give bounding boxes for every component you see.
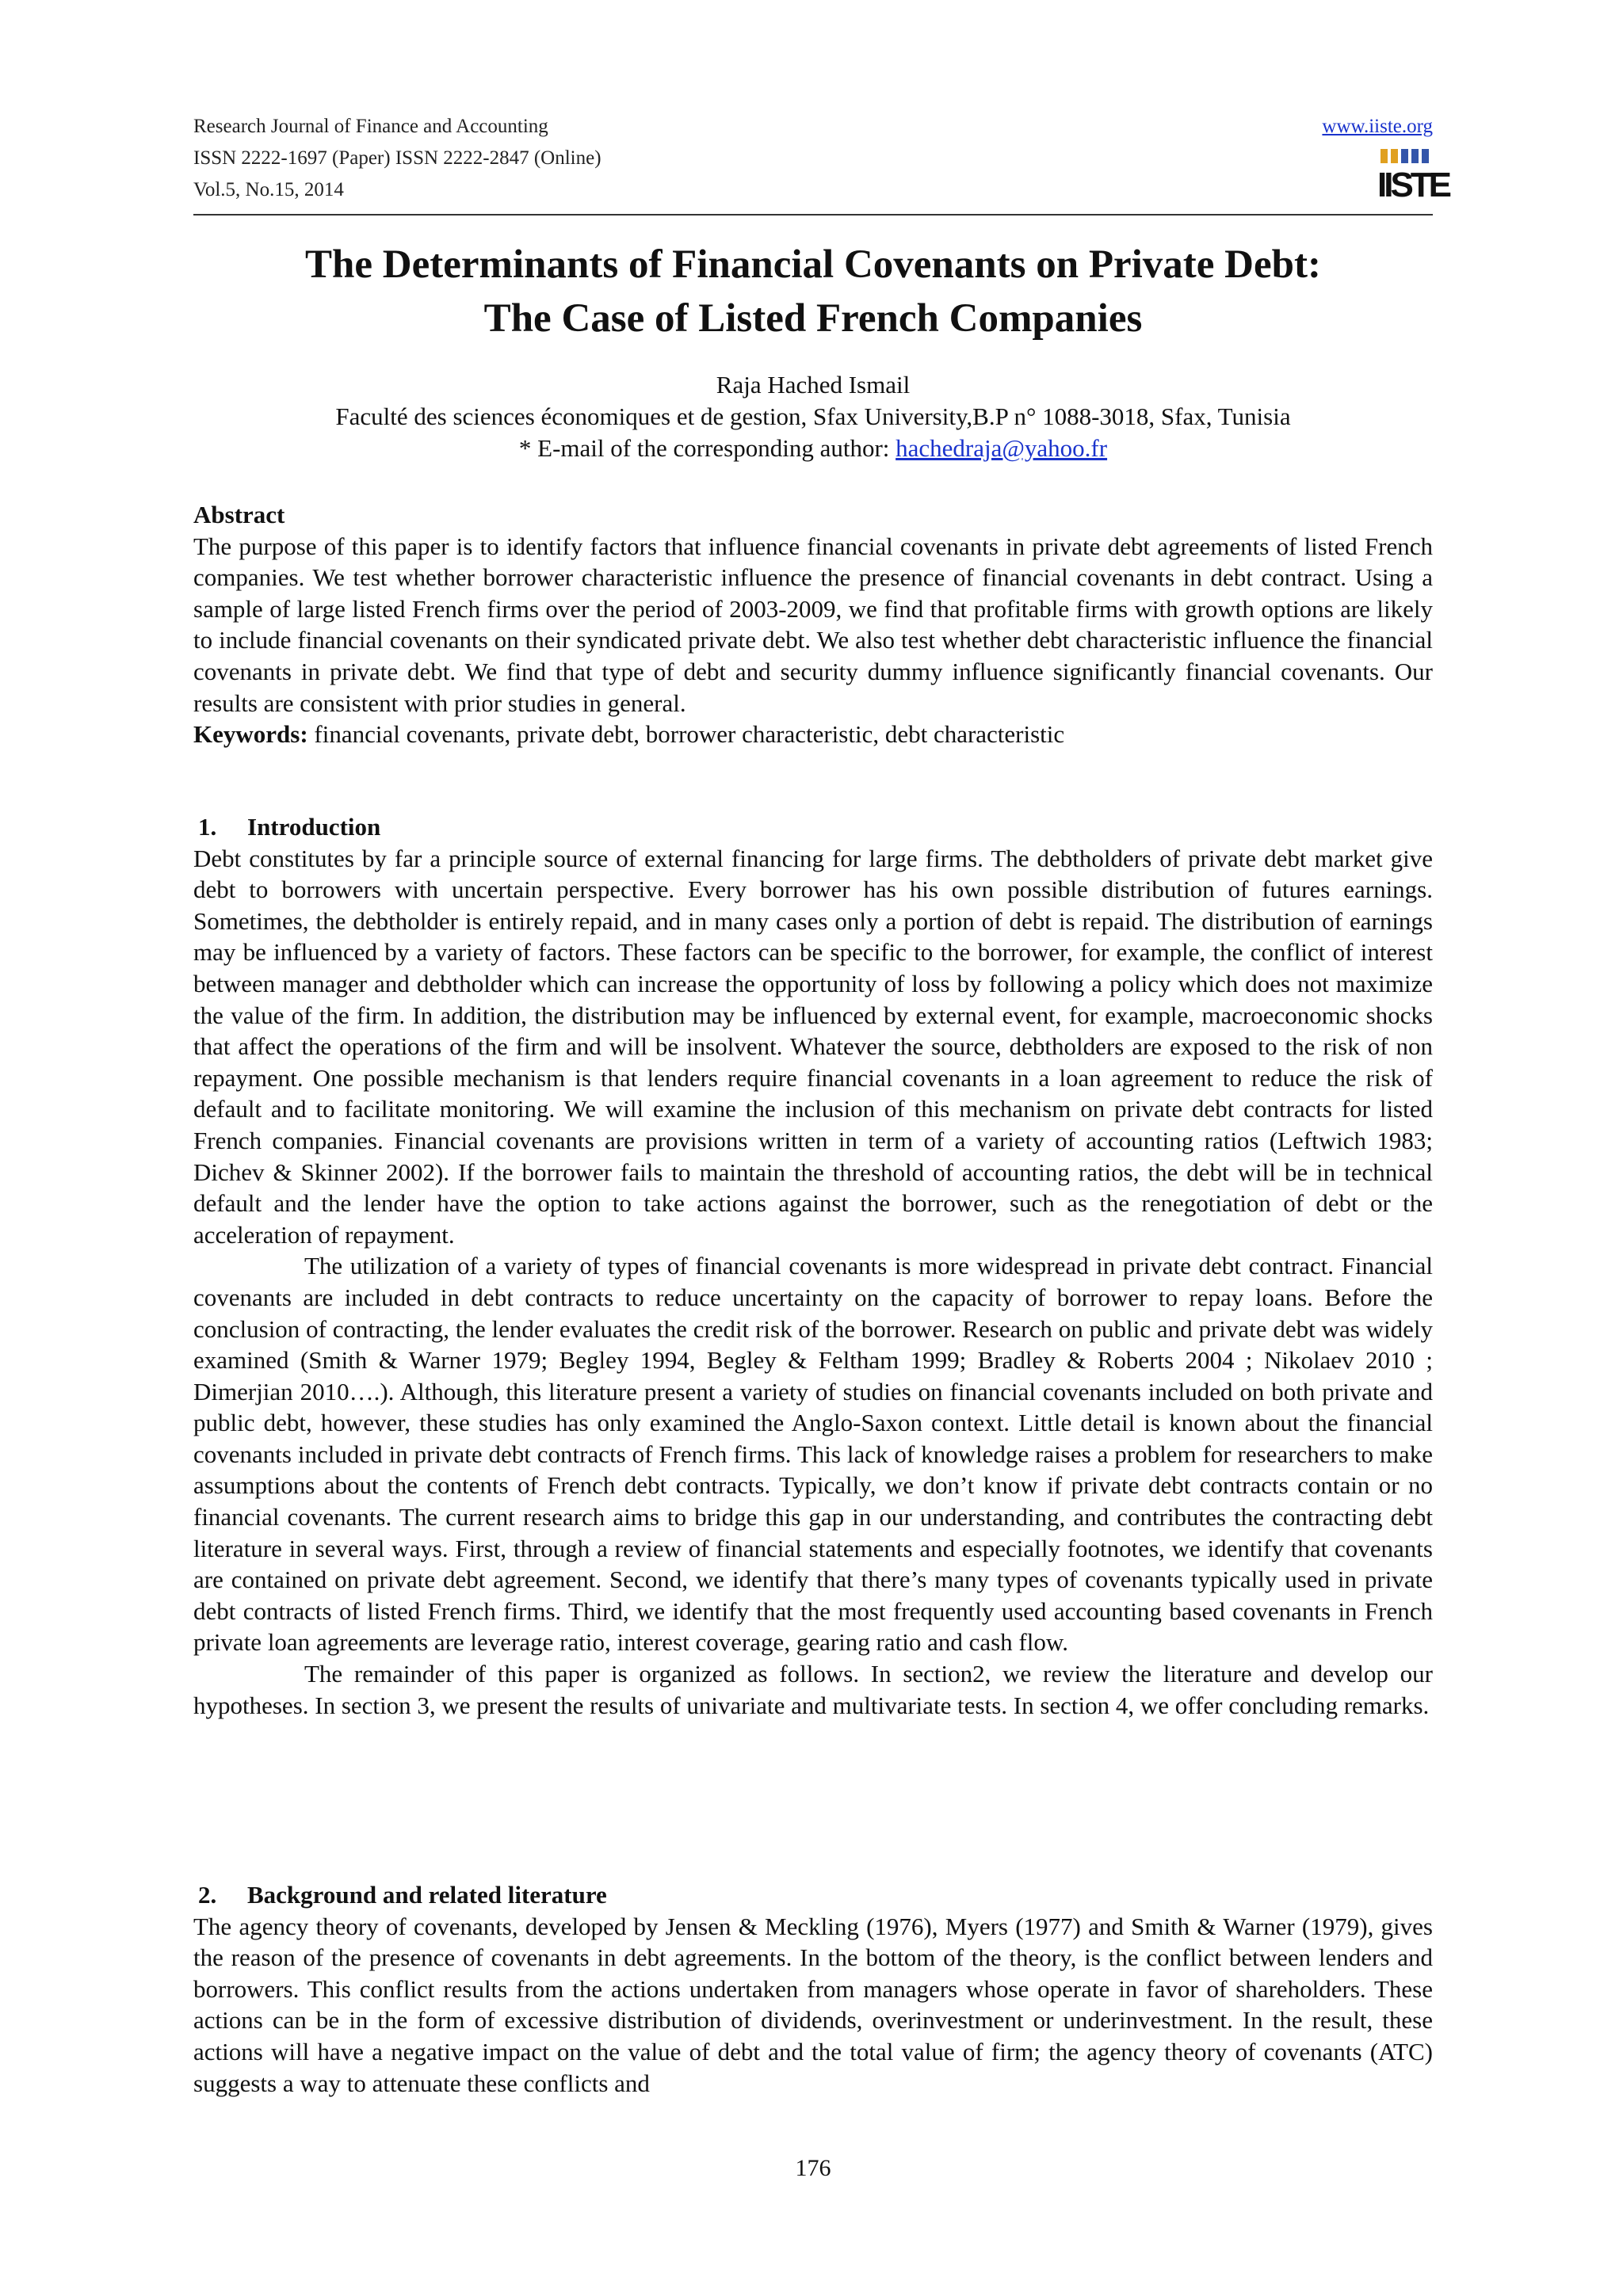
logo-wordmark: IISTE [1377, 166, 1449, 204]
background-heading [193, 1879, 1433, 1911]
keywords-label: Keywords: [193, 720, 308, 749]
author-email-link[interactable]: hachedraja@yahoo.fr [896, 434, 1108, 462]
title-line-2: The Case of Listed French Companies [483, 296, 1143, 341]
intro-title: Introduction [247, 813, 381, 841]
intro-paragraph-1: Debt constitutes by far a principle source of external financing for large firms. The debtholders of private debt market give debt to borrowers with uncertain perspective. Every borrower has his own possible distribution of futures earnings. Sometimes, the debtholder is entirely repaid, and in many cases only a portion of debt is repaid. The distribution of earnings may be influenced by a variety of factors. These factors can be specific to the borrower, for example, the conflict of interest between manager and debtholder which can increase the opportunity of loss by following a policy which does not maximize the value of the firm. In addition, the distribution may be influenced by external event, for example, macroeconomic shocks that affect the operations of the firm and will be insolvent. Whatever the source, debtholders are exposed to the risk of non repayment. One possible mechanism is that lenders require financial covenants in a loan agreement to reduce the risk of default and to facilitate monitoring. We will examine the inclusion of this mechanism on private debt contracts for listed French companies. Financial covenants are provisions written in term of a variety of accounting ratios (Leftwich 1983; Dichev & Skinner 2002). If the borrower fails to maintain the threshold of accounting ratios, the debt will be in technical default and the lender have the option to take actions against the borrower, such as the renegotiation of debt or the acceleration of repayment. [193, 844, 1433, 1249]
introduction-section [193, 811, 1433, 1721]
title-line-1: The Determinants of Financial Covenants on Private Debt: [305, 242, 1321, 287]
paper-title [193, 238, 1433, 345]
author-affiliation: Faculté des sciences économiques et de gestion, Sfax University,B.P n° 1088-3018, Sfax, Tunisia [335, 402, 1291, 430]
abstract-heading: Abstract [193, 501, 285, 528]
email-label: * E-mail of the corresponding author: [518, 434, 890, 462]
background-paragraph-1: The agency theory of covenants, developed by Jensen & Meckling (1976), Myers (1977) and Smith & Warner (1979), gives the reason of the presence of covenants in debt agreements. In the bottom of the theory, is the conflict between lenders and borrowers. This conflict results from the actions undertaken from managers whose operate in favor of shareholders. These actions can be in the form of excessive distribution of dividends, overinvestment or underinvestment. In the result, these actions will have a negative impact on the value of debt and the total value of firm; the agency theory of covenants (ATC) suggests a way to attenuate these conflicts and [193, 1912, 1433, 2097]
logo-bars-icon [1381, 149, 1428, 163]
journal-issn: ISSN 2222-1697 (Paper) ISSN 2222-2847 (Online) [193, 147, 601, 169]
abstract-section [193, 499, 1433, 750]
intro-number: 1. [198, 813, 217, 841]
abstract-text: The purpose of this paper is to identify factors that influence financial covenants in private debt agreements of listed French companies. We test whether borrower characteristic influence the presence of financial covenants in debt contract. Using a sample of large listed French firms over the period of 2003-2009, we find that profitable firms with growth options are likely to include financial covenants on their syndicated private debt. We also test whether debt characteristic influence the financial covenants in private debt. We find that type of debt and security dummy influence significantly financial covenants. Our results are consistent with prior studies in general. [193, 532, 1433, 717]
journal-name: Research Journal of Finance and Accounting [193, 116, 548, 137]
author-name: Raja Hached Ismail [716, 371, 911, 399]
background-number: 2. [198, 1881, 217, 1909]
background-section [193, 1879, 1433, 2099]
header-divider [193, 214, 1433, 215]
background-title: Background and related literature [247, 1881, 607, 1909]
intro-paragraph-2: The utilization of a variety of types of financial covenants is more widespread in private debt contract. Financial covenants are included in debt contracts to reduce uncertainty on the capacity of borrower to repay loans. Before the conclusion of contracting, the lender evaluates the credit risk of the borrower. Research on public and private debt was widely examined (Smith & Warner 1979; Begley 1994, Begley & Feltham 1999; Bradley & Roberts 2004 ; Nikolaev 2010 ; Dimerjian 2010….). Although, this literature present a variety of studies on financial covenants included on both private and public debt, however, these studies has only examined the Anglo-Saxon context. Little detail is known about the financial covenants included in private debt contracts of French firms. This lack of knowledge raises a problem for researchers to make assumptions about the contents of French debt contracts. Typically, we don’t know if private debt contracts contain or no financial covenants. The current research aims to bridge this gap in our understanding, and contributes the contracting debt literature in several ways. First, through a review of financial statements and especially footnotes, we identify that covenants are contained on private debt agreement. Second, we identify that there’s many types of covenants typically used in private debt contracts of listed French firms. Third, we identify that the most frequently used accounting based covenants in French private loan agreements are leverage ratio, interest coverage, gearing ratio and cash flow. [193, 1252, 1433, 1657]
intro-paragraph-3: The remainder of this paper is organized as follows. In section2, we review the literature and develop our hypotheses. In section 3, we present the results of univariate and multivariate tests. In section 4, we offer concluding remarks. [193, 1660, 1433, 1719]
keywords-value: financial covenants, private debt, borrower characteristic, debt characteristic [314, 720, 1065, 749]
page-number: 176 [795, 2155, 831, 2181]
journal-header [193, 111, 1449, 211]
journal-volume: Vol.5, No.15, 2014 [193, 179, 344, 200]
author-email-line [193, 433, 1433, 464]
author-block [193, 369, 1433, 464]
keywords-line [193, 719, 1433, 750]
iiste-logo [1376, 146, 1449, 209]
intro-heading [193, 811, 1433, 843]
journal-website-link[interactable]: www.iiste.org [1322, 116, 1433, 137]
